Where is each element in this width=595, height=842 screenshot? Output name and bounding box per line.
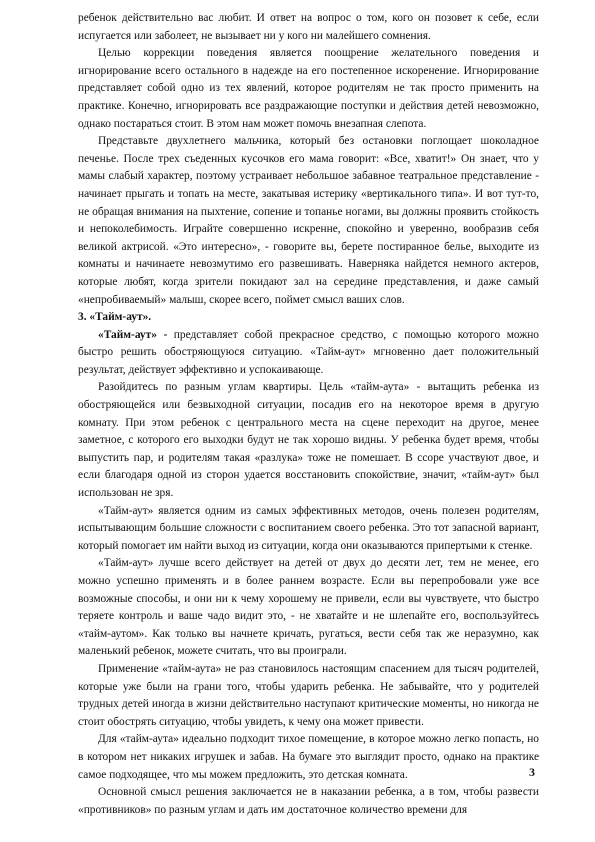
paragraph-separate-corners: Разойдитесь по разным углам квартиры. Цель «тайм-аута» - вытащить ребенка из обостряющейся или безвыходной ситуации, посадив его на некоторое время в другую комнату. При этом ребенок с центрального места на сцене переходит на другое, менее заметное, с которого его выходки будут не так хорошо видны. У ребенка будет время, чтобы выпустить пар, и родителям такая «разлука» тоже не помешает. В ссоре участвуют двое, и если благодаря одной из сторон удается восстановить спокойствие, значит, «тайм-аут» был использован не зря. xyxy=(78,381,539,500)
paragraph-quiet-room: Для «тайм-аута» идеально подходит тихое помещение, в которое можно легко попасть, но в котором нет никаких игрушек и забав. На бумаге это выглядит просто, однако на практике самое подходящее, что мы можем предложить, это детская комната. xyxy=(78,733,539,781)
paragraph-time-out-definition xyxy=(78,327,539,380)
paragraph-continuation: ребенок действительно вас любит. И ответ на вопрос о том, кого он позовет к себе, если испугается или заболеет, не вызывает ни у кого ни малейшего сомнения. xyxy=(78,12,539,42)
paragraph-effective-method: «Тайм-аут» является одним из самых эффективных методов, очень полезен родителям, испытывающим большие сложности с воспитанием своего ребенка. Это тот запасной вариант, который помогает им найти выход из ситуации, когда они оказываются припертыми к стенке. xyxy=(78,504,539,552)
section-heading: 3. «Тайм-аут». xyxy=(78,311,152,324)
page-body xyxy=(78,10,539,819)
paragraph-rescue-for-parents: Применение «тайм-аута» не раз становилось настоящим спасением для тысяч родителей, которые уже были на грани того, чтобы ударить ребенка. Не забывайте, что у родителей трудных детей иногда в жизни действительно наступают критические моменты, но никогда не стоит обострять ситуацию, чтобы увидеть, к чему она может привести. xyxy=(78,662,539,728)
paragraph-main-point: Основной смысл решения заключается не в наказании ребенка, а в том, чтобы развести «противников» по разным углам и дать им достаточное количество времени для xyxy=(78,786,539,816)
paragraph-behavior-correction: Целью коррекции поведения является поощрение желательного поведения и игнорирование всего остального в надежде на его постепенное искоренение. Игнорирование представляет собой одно из тех явлений, которое родителям не так просто применить на практике. Конечно, игнорировать все раздражающие поступки и действия детей невозможно, однако постараться стоит. В этом нам может помочь внезапная слепота. xyxy=(78,47,539,130)
paragraph-two-year-old-example: Представьте двухлетнего мальчика, который без остановки поглощает шоколадное печенье. После трех съеденных кусочков его мама говорит: «Все, хватит!» Он знает, что у мамы слабый характер, поэтому устраивает небольшое забавное театральное представление - начинает прыгать и топать на месте, закатывая истерику «вертикального типа». И вот тут-то, не обращая внимания на пыхтение, сопение и топанье ногами, вы должны проявить стойкость и непоколебимость. Играйте совершенно искренне, спокойно и уверенно, вообразив себя великой актрисой. «Это интересно», - говорите вы, берете постиранное белье, выходите из комнаты и начинаете невозмутимо его развешивать. Наверняка найдется немного актеров, которые любят, когда зрители покидают зал на середине представления, и даже самый «непробиваемый» малыш, скорее всего, поймет смысл ваших слов. xyxy=(78,135,539,306)
term-bold: «Тайм-аут» - xyxy=(98,328,168,341)
paragraph-age-range: «Тайм-аут» лучше всего действует на детей от двух до десяти лет, тем не менее, его можно успешно применять и в более раннем возрасте. Если вы перепробовали уже все возможные способы, и они ни к чему хорошему не привели, если вы чувствуете, что быстро теряете контроль и ваше чадо видит это, - не хватайте и не шлепайте его, воспользуйтесь «тайм-аутом». Как только вы начнете кричать, ругаться, вести себя так же неразумно, как маленький ребенок, можете считать, что вы проиграли. xyxy=(78,557,539,658)
term-definition: представляет собой прекрасное средство, с помощью которого можно быстро решить обостряющуюся ситуацию. «Тайм-аут» мгновенно дает положительный результат, действует эффективно и успокаивающе. xyxy=(78,328,540,376)
page-number: 3 xyxy=(529,765,535,779)
